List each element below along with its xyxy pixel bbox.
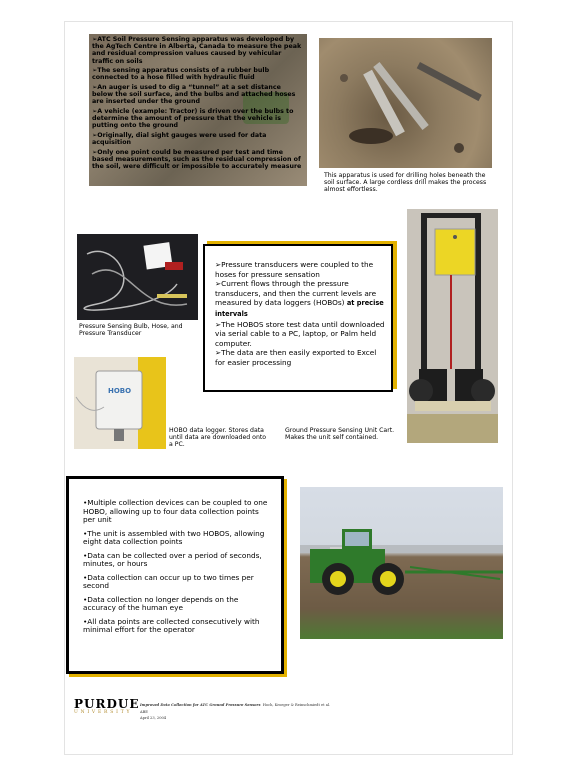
footer-line [140, 702, 330, 709]
tractor-illustration [300, 487, 503, 639]
purdue-logo [74, 697, 139, 715]
logo-sub: UNIVERSITY [74, 710, 133, 715]
pressure-bulb-photo [77, 234, 198, 320]
drill-apparatus-photo [319, 38, 492, 168]
intro-photo-with-bullets [89, 34, 307, 186]
drill-illustration [319, 38, 492, 168]
hobo-label: HOBO [108, 387, 132, 395]
transducer-info-box [203, 244, 393, 392]
intro-bullet: ➢Originally, dial sight gauges were used for data acquisition [92, 132, 267, 147]
collection-info-box [66, 476, 284, 674]
bulb-hose-illustration [77, 234, 198, 320]
intro-bullet: ➢The sensing apparatus consists of a rubber bulb connected to a hose filled with hydraulic fluid [92, 67, 270, 82]
bulb-caption: Pressure Sensing Bulb, Hose, and Pressure Transducer [79, 323, 183, 338]
hobo-caption: HOBO data logger. Stores data until data are downloaded onto a PC. [169, 427, 267, 449]
collection-bullet: •Data can be collected over a period of seconds, minutes, or hours [83, 550, 262, 569]
transducer-bullet [215, 279, 385, 319]
drill-caption: This apparatus is used for drilling holes beneath the soil surface. A large cordless drill makes the process almost effortless. [324, 172, 487, 194]
cart-caption: Ground Pressure Sensing Unit Cart. Makes the unit self contained. [285, 427, 395, 442]
cart-illustration [407, 209, 498, 443]
collection-bullet: •All data points are collected consecutively with minimal effort for the operator [83, 616, 260, 635]
intro-bullet: ➢Only one point could be measured per test and time based measurements, such as the residual compression of the soil, were difficult or impossible to accurately measure [92, 148, 302, 171]
transducer-bullet-text: ➢Current flows through the pressure transducers, and then the current levels are measured by data loggers (HOBOs) [215, 279, 377, 308]
logo-main: PURDUE [74, 697, 140, 711]
hobo-logger-photo [74, 357, 166, 449]
footer-authors: Hoch, Kroeger & Reinschmiedt et al. [262, 703, 331, 707]
intro-bullet: ➢ATC Soil Pressure Sensing apparatus was developed by the AgTech Centre in Alberta, Canada to measure the peak and residual compression values caused by vehicular traffic on soils [92, 36, 302, 65]
intro-bullet-list [92, 36, 304, 173]
sensing-cart-photo [407, 209, 498, 443]
transducer-bullet: ➢The data are then easily exported to Excel for easier processing [215, 348, 377, 367]
footer-org: ABE [140, 709, 148, 714]
transducer-bullet: ➢Pressure transducers were coupled to the hoses for pressure sensation [215, 260, 374, 279]
intro-bullet: ➢A vehicle (example: Tractor) is driven over the bulbs to determine the amount of pressure that the vehicle is putting onto the ground [92, 108, 294, 130]
transducer-bullet: ➢The HOBOS store test data until downloaded via serial cable to a PC, laptop, or Palm held computer. [215, 319, 385, 348]
poster-footer [140, 702, 330, 722]
transducer-bullet-bold: at precise intervals [215, 299, 384, 318]
footer-date: April 23, 2004 [140, 716, 167, 720]
tractor-field-photo [300, 487, 503, 639]
intro-bullet: ➢An auger is used to dig a “tunnel” at a set distance below the soil surface, and the bulbs and attached hoses are inserted under the ground [92, 84, 296, 106]
collection-bullet: •Data collection no longer depends on the accuracy of the human eye [83, 594, 239, 613]
collection-bullet: •Multiple collection devices can be coupled to one HOBO, allowing up to four data collection points per unit [83, 498, 268, 525]
collection-bullet: •The unit is assembled with two HOBOS, allowing eight data collection points [83, 528, 265, 547]
collection-bullet: •Data collection can occur up to two times per second [83, 572, 254, 591]
hobo-illustration [74, 357, 166, 449]
footer-title: Improved Data Collection for ATC Ground Pressure Sensors [140, 703, 261, 707]
